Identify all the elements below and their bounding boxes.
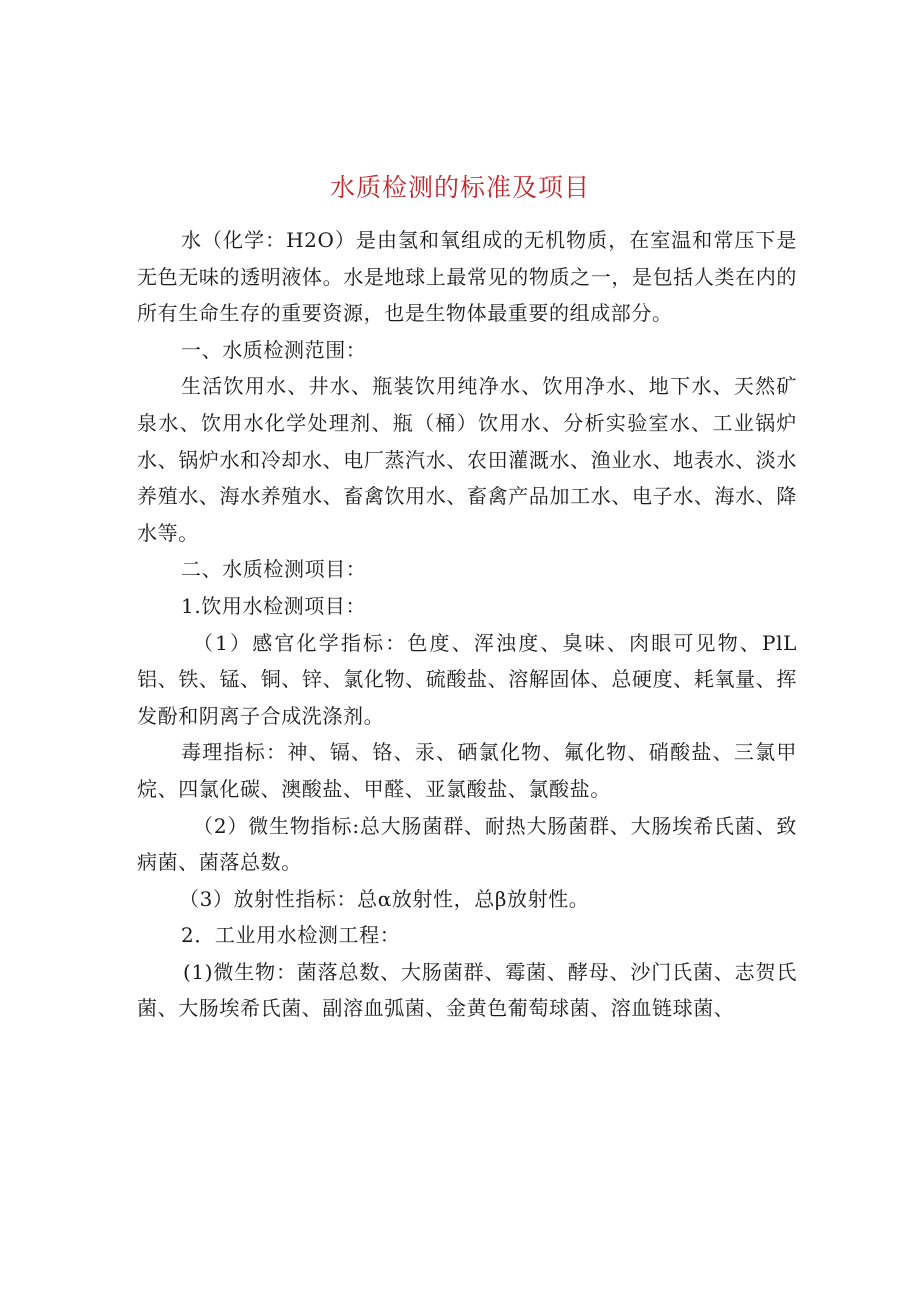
paragraph-radioactivity: （3）放射性指标：总α放射性，总β放射性。: [179, 886, 590, 911]
section-heading-scope: 一、水质检测范围：: [181, 337, 367, 362]
subheading-industrial-water: 2．工业用水检测工程：: [181, 923, 401, 948]
paragraph-intro: 水（化学：H2O）是由氢和氧组成的无机物质，在室温和常压下是无色无味的透明液体。水是地球上最常见的物质之一，是包括人类在内的所有生命生存的重要资源，也是生物体最重要的组成部分。: [137, 228, 797, 326]
paragraph-toxicology: 毒理指标：神、镉、铬、汞、硒氯化物、氟化物、硝酸盐、三氯甲烷、四氯化碳、澳酸盐、甲醛、亚氯酸盐、氯酸盐。: [137, 740, 797, 801]
paragraph-microbiology: （2）微生物指标:总大肠菌群、耐热大肠菌群、大肠埃希氏菌、致病菌、菌落总数。: [137, 813, 797, 875]
paragraph-scope-list: 生活饮用水、井水、瓶装饮用纯净水、饮用净水、地下水、天然矿泉水、饮用水化学处理剂、瓶（桶）饮用水、分析实验室水、工业锅炉水、锅炉水和冷却水、电厂蒸汽水、农田灌溉水、渔业水、地表水、淡水养殖水、海水养殖水、畜禽饮用水、畜禽产品加工水、电子水、海水、降水等。: [137, 374, 797, 545]
paragraph-sensory-chemical: （1）感官化学指标：色度、浑浊度、臭味、肉眼可见物、PlL铝、铁、锰、铜、锌、氯化物、硫酸盐、溶解固体、总硬度、耗氧量、挥发酚和阴离子合成洗涤剂。: [137, 630, 797, 728]
document-body: [137, 222, 797, 1027]
document-title: 水质检测的标准及项目: [329, 173, 590, 202]
section-heading-items: 二、水质检测项目：: [181, 557, 367, 582]
paragraph-industrial-microbes: (1)微生物：菌落总数、大肠菌群、霉菌、酵母、沙门氏菌、志贺氏菌、大肠埃希氏菌、副溶血弧菌、金黄色葡萄球菌、溶血链球菌、: [137, 959, 797, 1021]
subheading-drinking-water: 1.饮用水检测项目：: [181, 593, 367, 618]
